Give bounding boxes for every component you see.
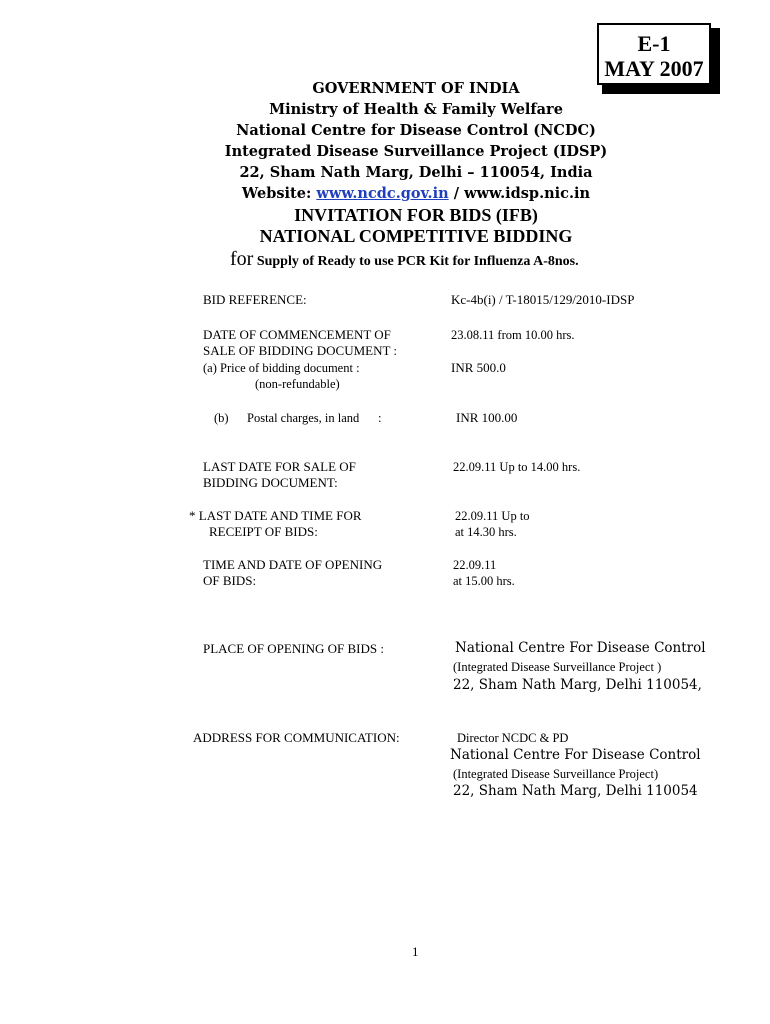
postal-label-b: (b) xyxy=(214,411,229,425)
bid-subject xyxy=(230,248,579,271)
last-sale-label-1: LAST DATE FOR SALE OF xyxy=(203,459,356,474)
postal-value: INR 100.00 xyxy=(456,410,518,425)
receipt-value-1: 22.09.11 Up to xyxy=(455,509,530,523)
page-title: INVITATION FOR BIDS (IFB) xyxy=(294,205,538,225)
postal-colon: : xyxy=(378,411,382,425)
bid-reference-value: Kc-4b(i) / T-18015/129/2010-IDSP xyxy=(451,292,635,307)
place-of-opening-value-1: National Centre For Disease Control xyxy=(455,640,706,656)
last-sale-label-2: BIDDING DOCUMENT: xyxy=(203,475,338,490)
header-address: 22, Sham Nath Marg, Delhi – 110054, India xyxy=(239,164,593,181)
address-value-4: 22, Sham Nath Marg, Delhi 110054 xyxy=(453,783,698,799)
last-sale-value: 22.09.11 Up to 14.00 hrs. xyxy=(453,460,581,474)
header-ministry: Ministry of Health & Family Welfare xyxy=(269,101,563,118)
place-of-opening-label: PLACE OF OPENING OF BIDS : xyxy=(203,641,384,656)
subject-for: for xyxy=(230,248,254,270)
postal-label: Postal charges, in land xyxy=(247,411,360,425)
header-government: GOVERNMENT OF INDIA xyxy=(312,80,520,97)
price-label-note: (non-refundable) xyxy=(255,377,340,391)
receipt-label-2: RECEIPT OF BIDS: xyxy=(209,524,318,539)
place-of-opening-value-2: (Integrated Disease Surveillance Project ) xyxy=(453,660,662,674)
document-code: E-1 xyxy=(637,31,671,56)
price-label: (a) Price of bidding document : xyxy=(203,361,360,375)
address-value-3: (Integrated Disease Surveillance Project) xyxy=(453,767,659,781)
ncdc-website-link[interactable]: www.ncdc.gov.in xyxy=(316,185,449,202)
subject-text: Supply of Ready to use PCR Kit for Influenza A-8nos. xyxy=(253,254,579,269)
website-separator: / xyxy=(448,185,465,202)
page-number: 1 xyxy=(412,944,419,959)
address-value-1: Director NCDC & PD xyxy=(457,731,569,745)
website-label: Website: xyxy=(241,185,317,202)
commencement-label-2: SALE OF BIDDING DOCUMENT : xyxy=(203,343,398,358)
document-date: MAY 2007 xyxy=(604,56,704,81)
receipt-label-1: * LAST DATE AND TIME FOR xyxy=(189,508,362,523)
idsp-website-text: www.idsp.nic.in xyxy=(464,185,591,202)
receipt-value-2: at 14.30 hrs. xyxy=(455,525,517,539)
header-ncdc: National Centre for Disease Control (NCDC) xyxy=(236,122,596,139)
document-code-tag xyxy=(597,23,711,85)
address-value-2: National Centre For Disease Control xyxy=(450,747,701,763)
opening-value-2: at 15.00 hrs. xyxy=(453,574,515,588)
price-value: INR 500.0 xyxy=(451,360,506,375)
bid-reference-label: BID REFERENCE: xyxy=(203,292,307,307)
opening-label-1: TIME AND DATE OF OPENING xyxy=(203,557,383,572)
page-subtitle: NATIONAL COMPETITIVE BIDDING xyxy=(259,226,573,246)
commencement-value: 23.08.11 from 10.00 hrs. xyxy=(451,328,575,342)
place-of-opening-value-3: 22, Sham Nath Marg, Delhi 110054, xyxy=(453,677,702,693)
opening-label-2: OF BIDS: xyxy=(203,573,257,588)
address-label: ADDRESS FOR COMMUNICATION: xyxy=(193,730,400,745)
commencement-label-1: DATE OF COMMENCEMENT OF xyxy=(203,327,391,342)
opening-value-1: 22.09.11 xyxy=(453,558,497,572)
header-website xyxy=(0,185,770,202)
header-idsp: Integrated Disease Surveillance Project (IDSP) xyxy=(224,143,608,160)
